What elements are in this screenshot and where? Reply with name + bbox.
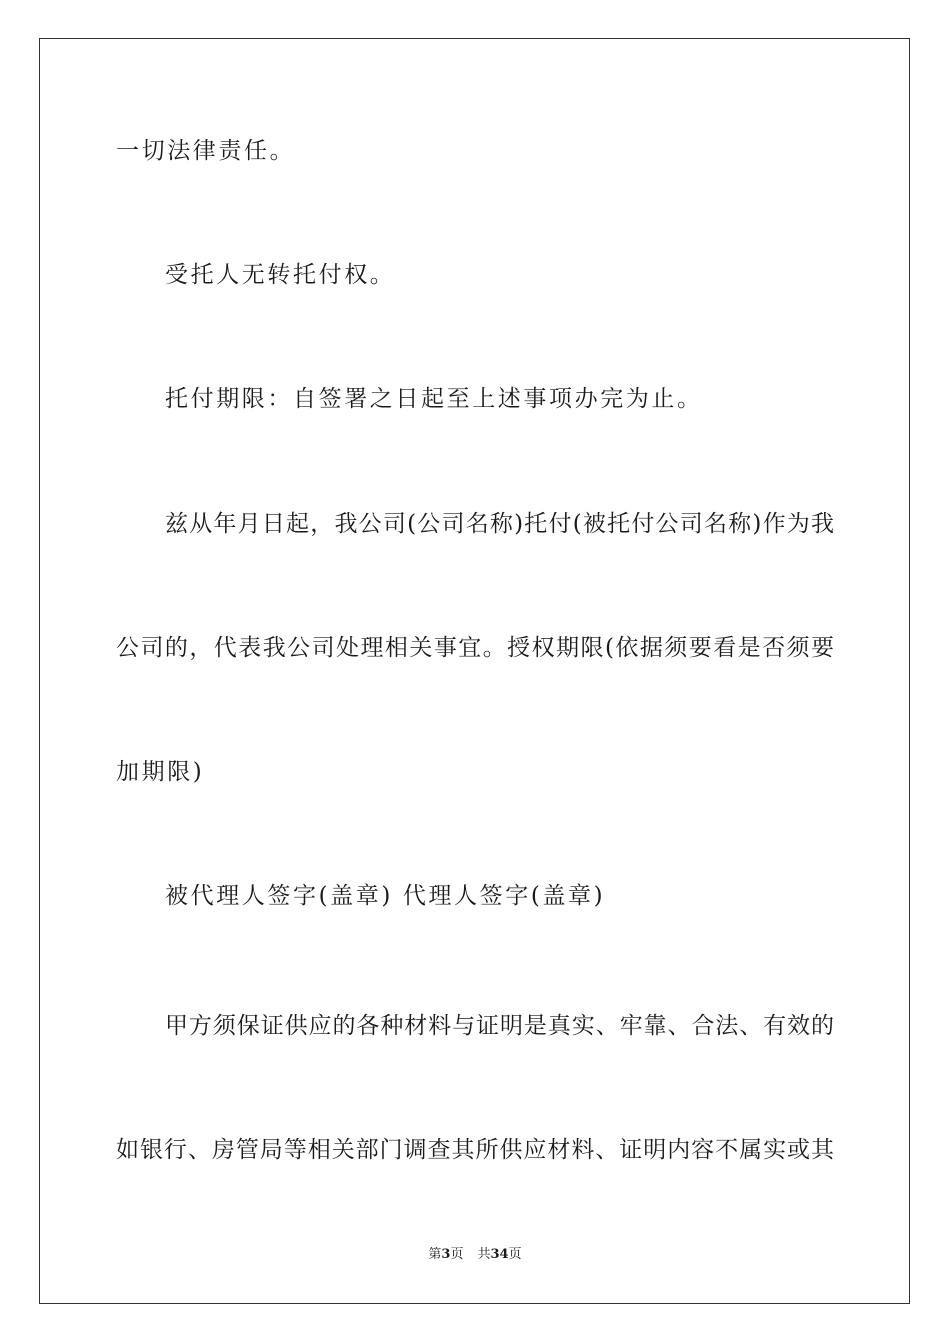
footer-page-number: 3 bbox=[441, 1247, 451, 1262]
footer-page-prefix: 第 bbox=[428, 1247, 442, 1262]
footer-page-suffix: 页 bbox=[450, 1247, 464, 1262]
text-line-8: 甲方须保证供应的各种材料与证明是真实、牢靠、合法、有效的 bbox=[165, 1013, 834, 1039]
page-footer bbox=[0, 1247, 950, 1263]
text-line-7-signatures: 被代理人签字(盖章) 代理人签字(盖章) bbox=[165, 883, 606, 909]
text-line-9: 如银行、房管局等相关部门调查其所供应材料、证明内容不属实或其 bbox=[116, 1137, 834, 1163]
text-line-6: 加期限) bbox=[116, 759, 205, 785]
text-line-3: 托付期限：自签署之日起至上述事项办完为止。 bbox=[165, 386, 703, 412]
footer-total-prefix: 共 bbox=[477, 1247, 491, 1262]
footer-total-pages: 34 bbox=[490, 1247, 509, 1262]
text-line-2: 受托人无转托付权。 bbox=[165, 262, 396, 288]
text-line-5: 公司的，代表我公司处理相关事宜。授权期限(依据须要看是否须要 bbox=[116, 635, 834, 661]
page-border bbox=[39, 38, 910, 1304]
text-line-4: 兹从年月日起，我公司(公司名称)托付(被托付公司名称)作为我 bbox=[165, 511, 834, 537]
footer-total-suffix: 页 bbox=[508, 1247, 522, 1262]
text-line-1: 一切法律责任。 bbox=[116, 138, 296, 164]
